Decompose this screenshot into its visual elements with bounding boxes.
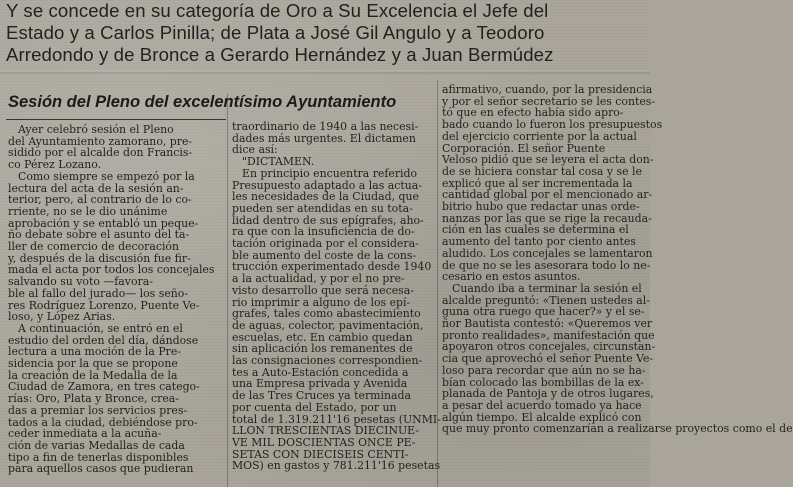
text-line: ción de varias Medallas de cada [8, 438, 185, 452]
text-line: bían colocado las bombillas de la ex- [442, 375, 644, 389]
text-line: Ciudad de Zamora, en tres catego- [8, 380, 200, 394]
text-line: nanzas por las que se rige la recauda- [442, 211, 652, 225]
text-line: terior, pero, al contrario de lo co- [8, 193, 192, 207]
text-line: a pesar del acuerdo tomado ya hace [442, 398, 642, 412]
text-line: Ayer celebró sesión el Pleno [18, 123, 174, 136]
text-line: aprobación y se entabló un peque- [8, 216, 199, 230]
text-line: grafes, tales como abastecimiento [232, 307, 421, 321]
text-line: MOS) en gastos y 781.211'16 pesetas [232, 459, 441, 473]
text-line: A continuación, se entró en el [18, 321, 183, 335]
text-line: del Ayuntamiento zamorano, pre- [8, 134, 193, 148]
text-line: tó que en efecto había sido apro- [442, 106, 624, 120]
text-line: das a premiar los servicios pres- [8, 403, 188, 417]
text-line: explicó que al ser incrementada la [442, 176, 633, 190]
text-line: aludido. Los concejales se lamentaron [442, 246, 653, 260]
text-line: pronto realidades», manifestación que [442, 328, 655, 342]
text-line: sidencia por la que se propone [8, 357, 178, 371]
text-line: pueden ser atendidas en su tota- [232, 201, 413, 215]
text-line: tipo a fin de tenerlas disponibles [8, 450, 189, 464]
text-line: ller de comercio de decoración [8, 240, 179, 254]
text-line: tación originada por el considera- [232, 237, 419, 251]
article-column-3 [442, 83, 793, 436]
text-line: trucción experimentado desde 1940 [232, 260, 432, 274]
headline-line: Estado y a Carlos Pinilla; de Plata a José Gil Angulo y a Teodoro [6, 22, 545, 43]
text-line: aumento del tanto por ciento antes [442, 235, 636, 249]
text-line: las consignaciones correspondien- [232, 354, 423, 368]
text-line: alcalde preguntó: «Tienen ustedes al- [442, 293, 650, 307]
text-line: de se hiciera constar tal cosa y se le [442, 164, 642, 178]
column-divider [227, 94, 228, 487]
text-line: de que no se les asesorara todo lo ne- [442, 258, 651, 272]
text-line: bitrio hubo que redactar unas orde- [442, 200, 640, 214]
section-title: Sesión del Pleno del excelentísimo Ayuntamiento [8, 93, 397, 111]
text-line: ra que con la insuficiencia de do- [232, 225, 415, 239]
text-line: SETAS CON DIECISEIS CENTI- [232, 447, 409, 461]
text-line: para aquellos casos que pudieran [8, 462, 194, 476]
text-line: dice así: [232, 143, 278, 157]
text-line: ño debate sobre el asunto del ta- [8, 228, 190, 242]
article-column-1 [8, 124, 223, 475]
text-line: lectura a una moción de la Pre- [8, 345, 181, 359]
text-line: ble aumento del coste de la cons- [232, 248, 417, 262]
text-line: tes a Auto-Estación concedida a [232, 365, 409, 379]
text-line: estudio del orden del día, dándose [8, 333, 199, 347]
text-line: co Pérez Lozano. [8, 158, 102, 172]
text-line: apoyaron otros concejales, circunstan- [442, 340, 656, 354]
text-line: escuelas, etc. En cambio quedan [232, 330, 413, 344]
text-line: LLON TRESCIENTAS DIECINUE- [232, 424, 419, 438]
text-line: lectura del acta de la sesión an- [8, 181, 184, 195]
text-line: rías: Oro, Plata y Bronce, crea- [8, 392, 179, 406]
text-line: sin aplicación los remanentes de [232, 342, 413, 356]
text-line: "DICTAMEN. [242, 155, 315, 169]
text-line: ble al fallo del jurado— los seño- [8, 286, 189, 300]
text-line: planada de Pantoja y de otros lugares, [442, 387, 654, 401]
text-line: del ejercicio corriente por la actual [442, 129, 637, 143]
text-line: y, después de la discusión fue fir- [8, 251, 191, 265]
text-line: Veloso pidió que se leyera el acta don- [442, 153, 654, 167]
text-line: una Empresa privada y Avenida [232, 377, 408, 391]
text-line: que muy pronto comenzarían a realizarse proyectos como el de [442, 422, 793, 436]
text-line: rriente, no se le dio unánime [8, 204, 168, 218]
text-line: VE MIL DOSCIENTAS ONCE PE- [232, 435, 416, 449]
article-column-2 [232, 120, 441, 473]
paper-fold [0, 70, 650, 74]
text-line: mada el acta por todos los concejales [8, 263, 215, 277]
text-line: cia que aprovechó el señor Puente Ve- [442, 352, 654, 366]
text-line: bado cuando lo fueron los presupuestos [442, 118, 663, 132]
text-line: En principio encuentra referido [242, 166, 418, 180]
text-line: les necesidades de la Ciudad, que [232, 190, 419, 204]
text-line: Cuando iba a terminar la sesión el [452, 281, 642, 295]
text-line: total de 1.319.211'16 pesetas (UNMI- [232, 412, 441, 426]
text-line: res Rodríguez Lorenzo, Puente Ve- [8, 298, 200, 312]
text-line: sidido por el alcalde don Francis- [8, 146, 193, 160]
title-rule [6, 119, 226, 120]
text-line: la creación de la Medalla de la [8, 368, 178, 382]
text-line: salvando su voto —favora- [8, 275, 153, 289]
text-line: algún tiempo. El alcalde explicó con [442, 410, 642, 424]
text-line: dades más urgentes. El dictamen [232, 131, 416, 145]
text-line: por cuenta del Estado, por un [232, 400, 397, 414]
text-line: de las Tres Cruces ya terminada [232, 389, 411, 403]
text-line: Corporación. El señor Puente [442, 141, 606, 155]
text-line: guna otra ruego que hacer?» y el se- [442, 305, 645, 319]
text-line: ñor Bautista contestó: «Queremos ver [442, 317, 653, 331]
text-line: visto desarrollo que será necesa- [232, 283, 414, 297]
headline [6, 0, 646, 66]
text-line: lidad dentro de sus epígrafes, aho- [232, 213, 424, 227]
headline-line: Y se concede en su categoría de Oro a Su Excelencia el Jefe del [6, 0, 549, 21]
text-line: Como siempre se empezó por la [18, 169, 195, 183]
text-line: loso para recordar que aún no se ha- [442, 363, 646, 377]
column-divider [437, 80, 438, 487]
text-line: de aguas, colector, pavimentación, [232, 318, 424, 332]
headline-line: Arredondo y de Bronce a Gerardo Hernández y a Juan Bermúdez [6, 44, 554, 65]
text-line: rio imprimir a alguno de los epí- [232, 295, 411, 309]
text-line: ceder inmediata a la acuña- [8, 427, 162, 441]
text-line: traordinario de 1940 a las necesi- [232, 120, 419, 133]
text-line: tados a la ciudad, debiéndose pro- [8, 415, 198, 429]
text-line: Presupuesto adaptado a las actua- [232, 178, 422, 192]
text-line: afirmativo, cuando, por la presidencia [442, 83, 653, 96]
text-line: y por el señor secretario se les contes- [442, 94, 656, 108]
text-line: loso, y López Arias. [8, 310, 116, 324]
text-line: cesario en estos asuntos. [442, 270, 581, 284]
text-line: ción en las cuales se determina el [442, 223, 629, 237]
text-line: a la actualidad, y por el no pre- [232, 272, 405, 286]
text-line: cantidad global por el mencionado ar- [442, 188, 653, 202]
